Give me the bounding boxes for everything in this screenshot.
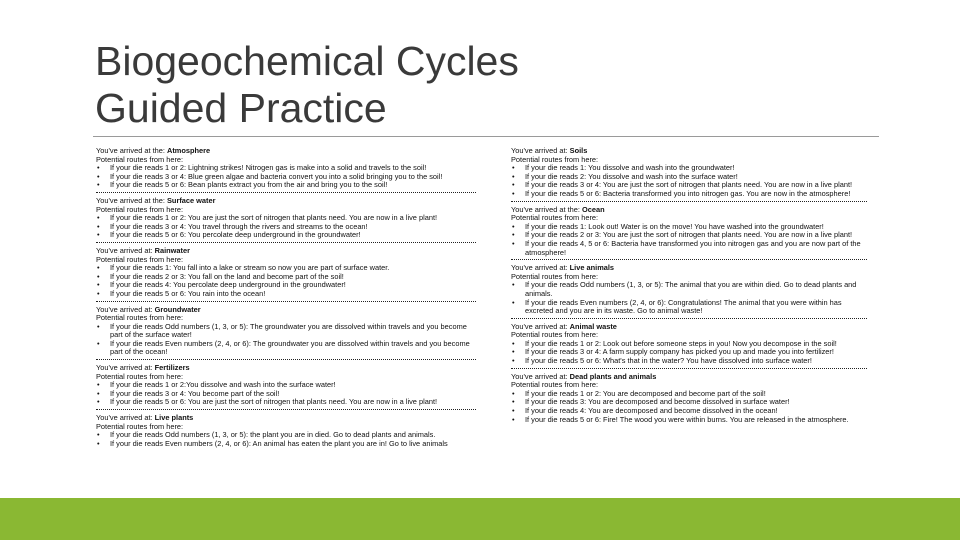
bullet-icon: •: [97, 430, 100, 440]
location-name: Dead plants and animals: [569, 371, 657, 381]
arrived-prefix: You've arrived at the:: [96, 146, 165, 155]
left-column: [96, 147, 476, 454]
arrived-prefix: You've arrived at:: [96, 245, 153, 255]
location-name: Rainwater: [154, 245, 190, 255]
bullet-icon: •: [512, 347, 515, 357]
route-option: [96, 398, 476, 407]
arrived-prefix: You've arrived at:: [511, 371, 568, 381]
route-option-text: If your die reads Odd numbers (1, 3, or 5): The animal that you are within died. Go to dead plants and animals.: [525, 280, 857, 298]
arrived-prefix: You've arrived at the:: [96, 195, 165, 205]
route-option-text: If your die reads 3 or 4: You travel through the rivers and streams to the ocean!: [110, 221, 368, 231]
bullet-icon: •: [512, 297, 515, 307]
route-option-text: If your die reads 4: You are decomposed and become dissolved in the ocean!: [525, 406, 778, 416]
bullet-icon: •: [97, 280, 100, 290]
bullet-icon: •: [97, 397, 100, 407]
route-option-text: If your die reads 3 or 4: You are just the sort of nitrogen that plants need. You are now in a live plant!: [525, 180, 853, 190]
bullet-icon: •: [512, 338, 515, 348]
routes-label: Potential routes from here:: [96, 371, 184, 381]
location-card: [511, 264, 867, 319]
routes-label: Potential routes from here:: [96, 154, 184, 164]
route-option: [511, 357, 867, 366]
location-card: [96, 364, 476, 410]
route-option-text: If your die reads 5 or 6: Fire! The wood you were within burns. You are released in the atmosphere.: [525, 414, 849, 424]
bullet-icon: •: [97, 338, 100, 348]
title-divider: [93, 136, 879, 137]
location-card: [96, 306, 476, 361]
bullet-icon: •: [97, 180, 100, 190]
bullet-icon: •: [512, 414, 515, 424]
route-option-text: If your die reads 2: You dissolve and wash into the surface water!: [525, 171, 738, 181]
route-option: [96, 181, 476, 190]
route-option: [511, 240, 867, 257]
route-option-text: If your die reads 4, 5 or 6: Bacteria have transformed you into nitrogen gas and you are now part of the atmosphere!: [525, 238, 861, 257]
route-option: [96, 340, 476, 357]
route-option-text: If your die reads 1 or 2: You are just the sort of nitrogen that plants need. You are now in a live plant!: [110, 213, 438, 223]
location-name: Animal waste: [569, 321, 617, 331]
routes-label: Potential routes from here:: [96, 421, 184, 431]
location-name: Live animals: [569, 263, 615, 273]
footer-accent-bar: [0, 498, 960, 540]
route-option-text: If your die reads 5 or 6: Bean plants extract you from the air and bring you to the soil!: [110, 180, 388, 190]
bullet-icon: •: [512, 221, 515, 231]
location-card: [511, 323, 867, 369]
route-option-text: If your die reads 3: You are decomposed and become dissolved in surface water!: [525, 397, 790, 407]
route-option-text: If your die reads 5 or 6: What's that in the water? You have dissolved into surface water!: [525, 356, 812, 366]
route-option-text: If your die reads Even numbers (2, 4, or 6): Congratulations! The animal that you were within has excreted and you are in its waste. Go to animal waste!: [525, 297, 842, 316]
route-option: [96, 323, 476, 340]
title-line-1: Biogeochemical Cycles: [95, 38, 519, 84]
arrived-prefix: You've arrived at:: [511, 321, 568, 331]
bullet-icon: •: [512, 406, 515, 416]
bullet-icon: •: [512, 388, 515, 398]
route-option-text: If your die reads 5 or 6: Bacteria transformed you into nitrogen gas. You are now in the atmosphere!: [525, 188, 851, 198]
bullet-icon: •: [512, 238, 515, 248]
route-option: [96, 290, 476, 299]
route-option-text: If your die reads 1: You dissolve and wash into the groundwater!: [525, 163, 735, 173]
route-option-text: If your die reads 2 or 3: You are just the sort of nitrogen that plants need. You are now in a live plant!: [525, 230, 853, 240]
slide-title: [95, 38, 519, 132]
location-name: Fertilizers: [154, 363, 190, 373]
route-option: [511, 281, 867, 298]
route-option-text: If your die reads 1 or 2: Lightning strikes! Nitrogen gas is make into a solid and travels to the soil!: [110, 163, 427, 173]
routes-label: Potential routes from here:: [511, 213, 599, 223]
bullet-icon: •: [512, 230, 515, 240]
routes-label: Potential routes from here:: [511, 380, 599, 390]
location-card: [96, 414, 476, 450]
bullet-icon: •: [97, 171, 100, 181]
location-card: [96, 197, 476, 243]
location-card: [511, 206, 867, 261]
bullet-icon: •: [97, 213, 100, 223]
location-card: [511, 373, 867, 427]
route-option-text: If your die reads Odd numbers (1, 3, or 5): the plant you are in died. Go to dead plants and animals.: [110, 430, 436, 440]
route-option: [96, 231, 476, 240]
route-option-text: If your die reads 1 or 2: Look out before someone steps in you! Now you decompose in the soil!: [525, 338, 837, 348]
bullet-icon: •: [512, 280, 515, 290]
route-option-text: If your die reads 4: You percolate deep underground in the groundwater!: [110, 280, 346, 290]
bullet-icon: •: [97, 221, 100, 231]
location-name: Atmosphere: [167, 146, 211, 155]
location-card: [96, 247, 476, 302]
title-line-2: Guided Practice: [95, 85, 387, 131]
bullet-icon: •: [97, 438, 100, 448]
bullet-icon: •: [512, 180, 515, 190]
location-card: [96, 147, 476, 193]
route-option: [511, 416, 867, 425]
route-option-text: If your die reads 1 or 2:You dissolve and wash into the surface water!: [110, 380, 336, 390]
route-option-text: If your die reads 3 or 4: A farm supply company has picked you up and made you into fertilizer!: [525, 347, 834, 357]
route-option: [511, 190, 867, 199]
bullet-icon: •: [512, 397, 515, 407]
arrived-prefix: You've arrived at:: [96, 363, 153, 373]
bullet-icon: •: [97, 230, 100, 240]
routes-label: Potential routes from here:: [96, 254, 184, 264]
route-option-text: If your die reads Odd numbers (1, 3, or 5): The groundwater you are dissolved within travels and you become part of the surface water!: [110, 321, 467, 340]
bullet-icon: •: [512, 171, 515, 181]
bullet-icon: •: [97, 380, 100, 390]
arrived-prefix: You've arrived at:: [96, 304, 153, 314]
bullet-icon: •: [97, 288, 100, 298]
bullet-icon: •: [512, 163, 515, 173]
route-option-text: If your die reads 5 or 6: You are just the sort of nitrogen that plants need. You are now in a live plant!: [110, 397, 438, 407]
routes-label: Potential routes from here:: [96, 313, 184, 323]
location-name: Soils: [569, 146, 588, 155]
route-option-text: If your die reads Even numbers (2, 4, or 6): An animal has eaten the plant you are in! Go to live animals: [110, 438, 448, 448]
route-option-text: If your die reads 5 or 6: You rain into the ocean!: [110, 288, 266, 298]
route-option-text: If your die reads 1: Look out! Water is on the move! You have washed into the groundwater!: [525, 221, 824, 231]
location-card: [511, 147, 867, 202]
bullet-icon: •: [97, 271, 100, 281]
location-name: Groundwater: [154, 304, 201, 314]
bullet-icon: •: [97, 263, 100, 273]
arrived-prefix: You've arrived at:: [511, 263, 568, 273]
bullet-icon: •: [97, 388, 100, 398]
location-name: Surface water: [167, 195, 216, 205]
routes-label: Potential routes from here:: [511, 330, 599, 340]
location-name: Live plants: [154, 413, 194, 423]
route-option-text: If your die reads Even numbers (2, 4, or 6): The groundwater you are dissolved within travels and you become part of the ocean!: [110, 338, 470, 357]
route-option-text: If your die reads 1 or 2: You are decomposed and become part of the soil!: [525, 388, 766, 398]
location-name: Ocean: [582, 204, 605, 214]
right-column: [511, 147, 867, 430]
route-option-text: If your die reads 3 or 4: Blue green algae and bacteria convert you into a solid bringing you to the soil!: [110, 171, 443, 181]
bullet-icon: •: [97, 321, 100, 331]
arrived-prefix: You've arrived at:: [511, 146, 568, 155]
bullet-icon: •: [97, 163, 100, 173]
arrived-prefix: You've arrived at:: [96, 413, 153, 423]
route-option-text: If your die reads 5 or 6: You percolate deep underground in the groundwater!: [110, 230, 361, 240]
bullet-icon: •: [512, 356, 515, 366]
routes-label: Potential routes from here:: [511, 154, 599, 164]
route-option: [96, 440, 476, 449]
arrived-prefix: You've arrived at the:: [511, 204, 580, 214]
bullet-icon: •: [512, 188, 515, 198]
route-option-text: If your die reads 2 or 3: You fall on the land and become part of the soil!: [110, 271, 344, 281]
route-option: [511, 299, 867, 316]
route-option-text: If your die reads 3 or 4: You become part of the soil!: [110, 388, 280, 398]
routes-label: Potential routes from here:: [96, 204, 184, 214]
route-option-text: If your die reads 1: You fall into a lake or stream so now you are part of surface water.: [110, 263, 390, 273]
routes-label: Potential routes from here:: [511, 271, 599, 281]
